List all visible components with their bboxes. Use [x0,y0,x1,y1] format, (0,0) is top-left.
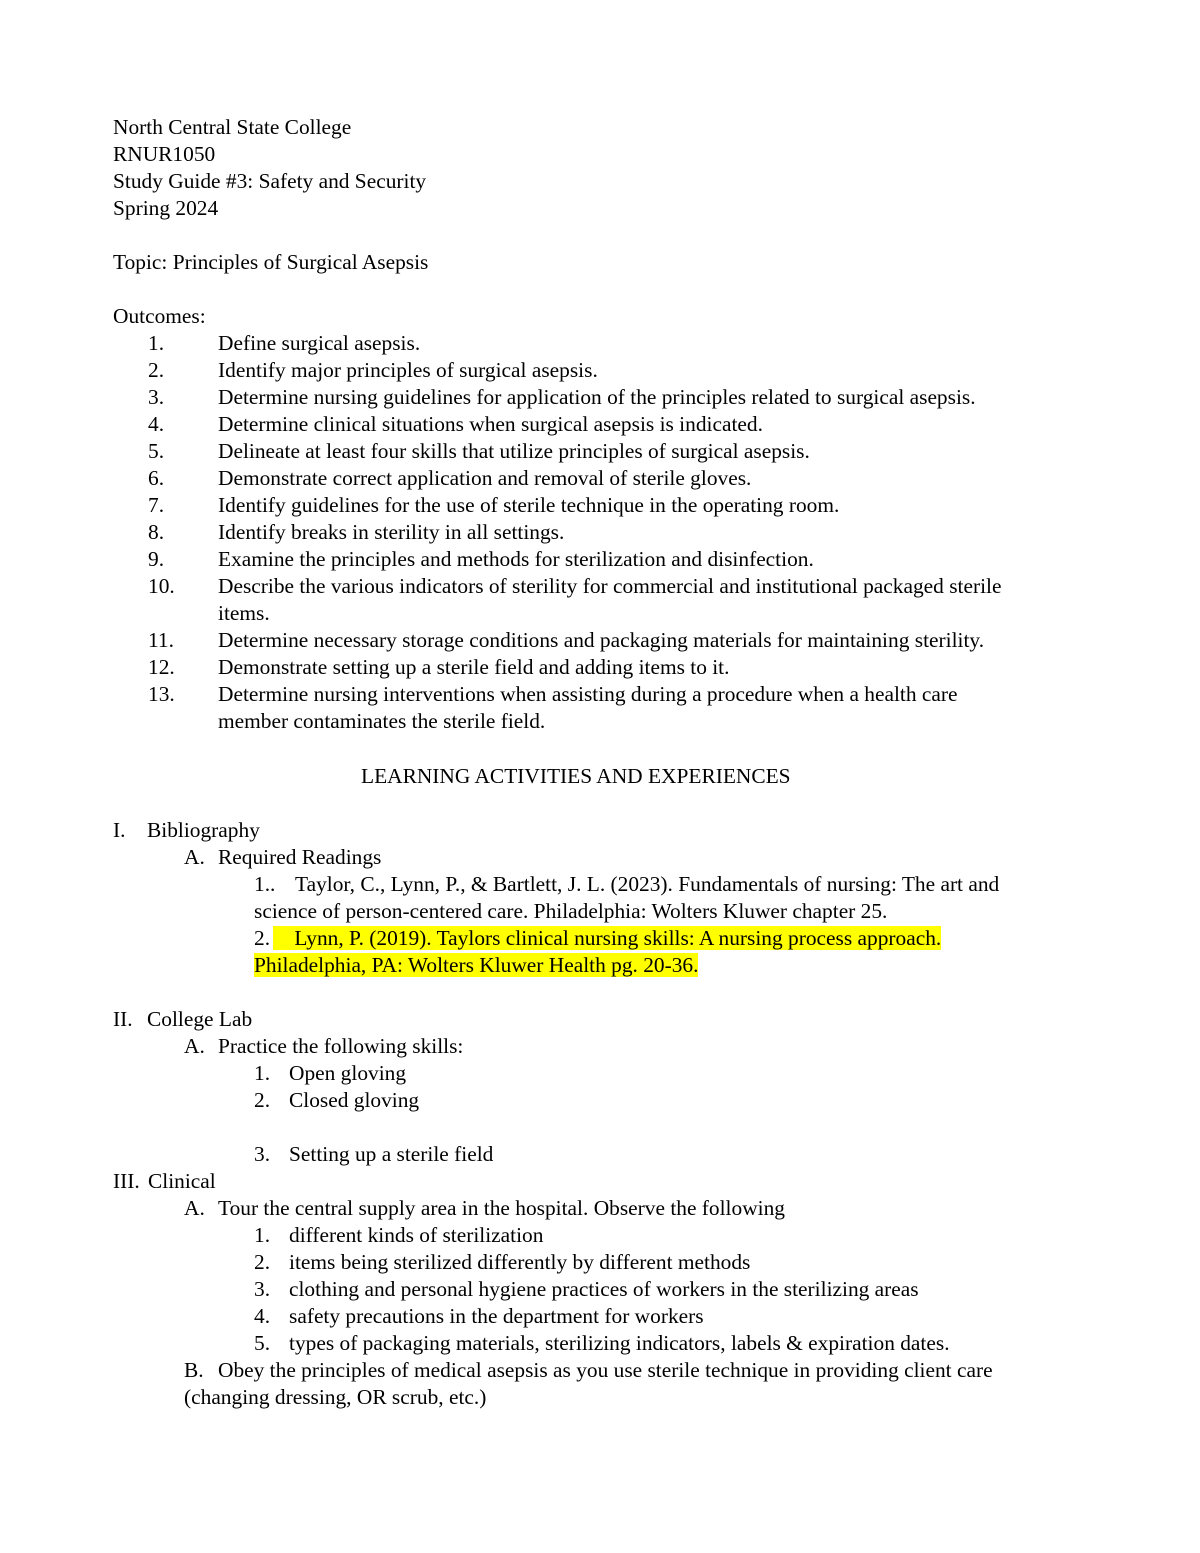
clinical-title: Clinical [148,1169,216,1193]
outcome-number: 12. [148,655,175,679]
term: Spring 2024 [113,196,219,220]
observe-number: 4. [254,1304,271,1328]
observe-text: items being sterilized differently by different methods [289,1250,751,1274]
skill-text: Setting up a sterile field [289,1142,494,1166]
practice-skills-title: Practice the following skills: [218,1034,464,1058]
college-lab-title: College Lab [147,1007,253,1031]
observe-number: 3. [254,1277,271,1301]
observe-text: types of packaging materials, sterilizing indicators, labels & expiration dates. [289,1331,950,1355]
reference-1-line-2: science of person-centered care. Philadelphia: Wolters Kluwer chapter 25. [254,899,888,923]
reference-1-number: 1.. [254,872,276,896]
bibliography-number: I. [113,818,126,842]
course-code: RNUR1050 [113,142,216,166]
practice-skills-letter: A. [184,1034,205,1058]
observe-number: 1. [254,1223,271,1247]
outcome-text: Demonstrate correct application and removal of sterile gloves. [218,466,752,490]
required-readings-title: Required Readings [218,845,382,869]
outcome-text: Describe the various indicators of sterility for commercial and institutional packaged sterile [218,574,1002,598]
section-heading: LEARNING ACTIVITIES AND EXPERIENCES [361,764,791,788]
required-readings-letter: A. [184,845,205,869]
central-supply-title: Tour the central supply area in the hospital. Observe the following [218,1196,785,1220]
reference-2-line-2 [254,952,698,979]
outcome-number: 11. [148,628,174,652]
reference-2-line-2-text: Philadelphia, PA: Wolters Kluwer Health pg. 20-36. [254,953,699,977]
outcome-text: Determine necessary storage conditions and packaging materials for maintaining sterility. [218,628,985,652]
outcome-number: 3. [148,385,165,409]
outcome-text: Demonstrate setting up a sterile field and adding items to it. [218,655,730,679]
outcome-number: 10. [148,574,175,598]
observe-number: 5. [254,1331,271,1355]
outcome-text: Delineate at least four skills that utilize principles of surgical asepsis. [218,439,810,463]
observe-number: 2. [254,1250,271,1274]
outcome-number: 7. [148,493,165,517]
outcome-text: Identify breaks in sterility in all settings. [218,520,565,544]
outcome-text: Examine the principles and methods for sterilization and disinfection. [218,547,814,571]
reference-2-line-1 [273,925,941,952]
reference-2-number: 2. [254,926,271,950]
outcome-number: 5. [148,439,165,463]
guide-title: Study Guide #3: Safety and Security [113,169,427,193]
outcome-number: 6. [148,466,165,490]
outcome-text: Determine nursing interventions when assisting during a procedure when a health care [218,682,958,706]
college-lab-number: II. [113,1007,133,1031]
medical-asepsis-letter: B. [184,1358,204,1382]
topic: Topic: Principles of Surgical Asepsis [113,250,429,274]
outcome-number: 13. [148,682,175,706]
outcome-text: member contaminates the sterile field. [218,709,546,733]
outcome-text: Identify guidelines for the use of sterile technique in the operating room. [218,493,840,517]
clinical-number: III. [113,1169,140,1193]
medical-asepsis-line-2: (changing dressing, OR scrub, etc.) [184,1385,487,1409]
outcome-text: Determine nursing guidelines for application of the principles related to surgical asepsis. [218,385,976,409]
observe-text: safety precautions in the department for workers [289,1304,704,1328]
skill-number: 2. [254,1088,271,1112]
outcome-number: 1. [148,331,165,355]
outcome-number: 2. [148,358,165,382]
observe-text: different kinds of sterilization [289,1223,544,1247]
outcome-text: Define surgical asepsis. [218,331,421,355]
skill-number: 1. [254,1061,271,1085]
outcome-text: Determine clinical situations when surgical asepsis is indicated. [218,412,763,436]
reference-1-line-1: Taylor, C., Lynn, P., & Bartlett, J. L. (2023). Fundamentals of nursing: The art and [295,872,1000,896]
central-supply-letter: A. [184,1196,205,1220]
outcome-text: Identify major principles of surgical asepsis. [218,358,598,382]
medical-asepsis-line-1: Obey the principles of medical asepsis as you use sterile technique in providing client care [218,1358,993,1382]
bibliography-title: Bibliography [147,818,260,842]
outcome-number: 8. [148,520,165,544]
reference-2-line-1-text: Lynn, P. (2019). Taylors clinical nursing skills: A nursing process approach. [294,926,942,950]
skill-text: Open gloving [289,1061,407,1085]
outcome-text: items. [218,601,270,625]
skill-text: Closed gloving [289,1088,420,1112]
college-name: North Central State College [113,115,352,139]
outcome-number: 9. [148,547,165,571]
observe-text: clothing and personal hygiene practices of workers in the sterilizing areas [289,1277,919,1301]
skill-number: 3. [254,1142,271,1166]
outcome-number: 4. [148,412,165,436]
outcomes-label: Outcomes: [113,304,206,328]
